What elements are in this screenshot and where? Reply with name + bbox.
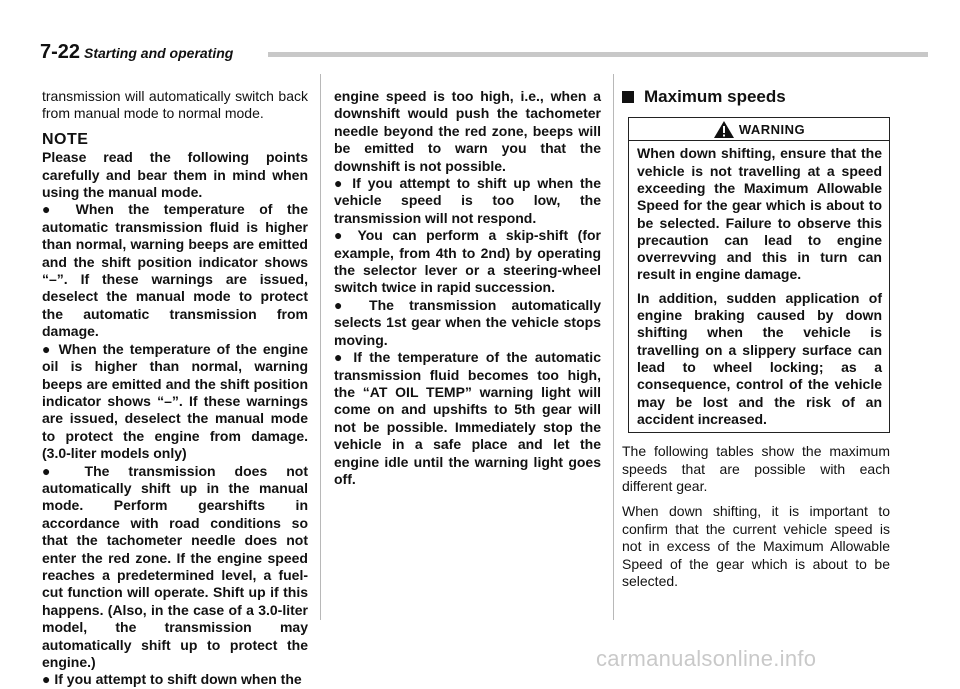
note-bullet: ● The transmission automatically selects 1st gear when the vehicle stops moving.: [334, 296, 601, 348]
bullet-icon: ●: [42, 671, 55, 688]
note-continuation: engine speed is too high, i.e., when a downshift would push the tachometer needle beyond the red zone, beeps will be emitted to warn you that the downshift is not possible.: [334, 88, 601, 174]
note-bullet: ● If you attempt to shift down when the: [42, 671, 302, 688]
note-bullet: ● When the temperature of the automatic transmission fluid is higher than normal, warning beeps are emitted and the shift position indicator shows “–”. If these warnings are issued, deselect the manual mode to protect the automatic transmission from damage.: [42, 201, 308, 340]
bullet-icon: ●: [334, 349, 354, 366]
column-left: [42, 88, 308, 689]
watermark: carmanualsonline.info: [596, 646, 817, 671]
bullet-icon: ●: [42, 340, 59, 357]
column-divider-left: [320, 74, 321, 620]
section-heading: Maximum speeds: [622, 88, 890, 105]
warning-body: [629, 141, 889, 432]
note-bullet: ● If the temperature of the automatic transmission fluid becomes too high, the “AT OIL TEMP” warning light will come on and upshifts to 5th gear will not be possible. Immediately stop the vehicle in a safe place and let the engine idle until the warning light goes off.: [334, 349, 601, 487]
bullet-icon: ●: [334, 227, 358, 244]
note-bullet: ● The transmission does not automatically shift up in the manual mode. Perform gearshifts in accordance with road conditions so that the tachometer needle does not enter the red zone. If the engine speed reaches a predetermined level, a fuel-cut function will operate. Shift up if this happens. (Also, in the case of a 3.0-liter model, the transmission may automatically shift up to protect the engine.): [42, 462, 308, 670]
body-paragraph: When down shifting, it is important to confirm that the current vehicle speed is not in excess of the Maximum Allowable Speed of the gear which is about to be selected.: [622, 503, 890, 589]
note-lead: Please read the following points carefully and bear them in mind when using the manual mode.: [42, 149, 308, 201]
bullet-icon: ●: [334, 296, 370, 313]
note-bullet: ● When the temperature of the engine oil is higher than normal, warning beeps are emitted and the shift position indicator shows “–”. If these warnings are issued, deselect the manual mode to protect the engine from damage. (3.0-liter models only): [42, 340, 308, 462]
page-number: 7-22: [40, 41, 81, 63]
note-bullet: ● If you attempt to shift up when the vehicle speed is too low, the transmission will not respond.: [334, 175, 601, 226]
bullet-icon: ●: [334, 175, 353, 192]
page-header: [36, 36, 926, 66]
column-divider-right: [613, 74, 614, 620]
header-rule: [268, 52, 928, 57]
note-title: NOTE: [42, 130, 89, 148]
warning-paragraph: When down shifting, ensure that the vehicle is not travelling at a speed exceeding the Maximum Allowable Speed for the gear which is about to be selected. Failure to observe this precaution can lead to engine overrevving and this in turn can result in engine damage.: [637, 145, 882, 283]
intro-paragraph: transmission will automatically switch back from manual mode to normal mode.: [42, 88, 308, 122]
warning-triangle-icon: [713, 120, 735, 139]
section-title: Starting and operating: [84, 45, 234, 61]
bullet-icon: ●: [42, 462, 85, 479]
warning-box: [628, 117, 890, 433]
warning-paragraph: In addition, sudden application of engine braking caused by down shifting when the vehicle is travelling on a slippery surface can lead to wheel locking; as a consequence, control of the vehicle may be lost and the risk of an accident increased.: [637, 289, 882, 427]
square-bullet-icon: [622, 91, 634, 103]
body-paragraph: The following tables show the maximum speeds that are possible with each different gear.: [622, 443, 890, 494]
note-bullet: ● You can perform a skip-shift (for example, from 4th to 2nd) by operating the selector lever or a steering-wheel switch twice in rapid succession.: [334, 227, 601, 296]
column-right: [622, 88, 890, 598]
column-middle: [334, 88, 601, 488]
warning-label: WARNING: [738, 121, 806, 137]
warning-header: [629, 118, 889, 141]
bullet-icon: ●: [42, 201, 76, 218]
